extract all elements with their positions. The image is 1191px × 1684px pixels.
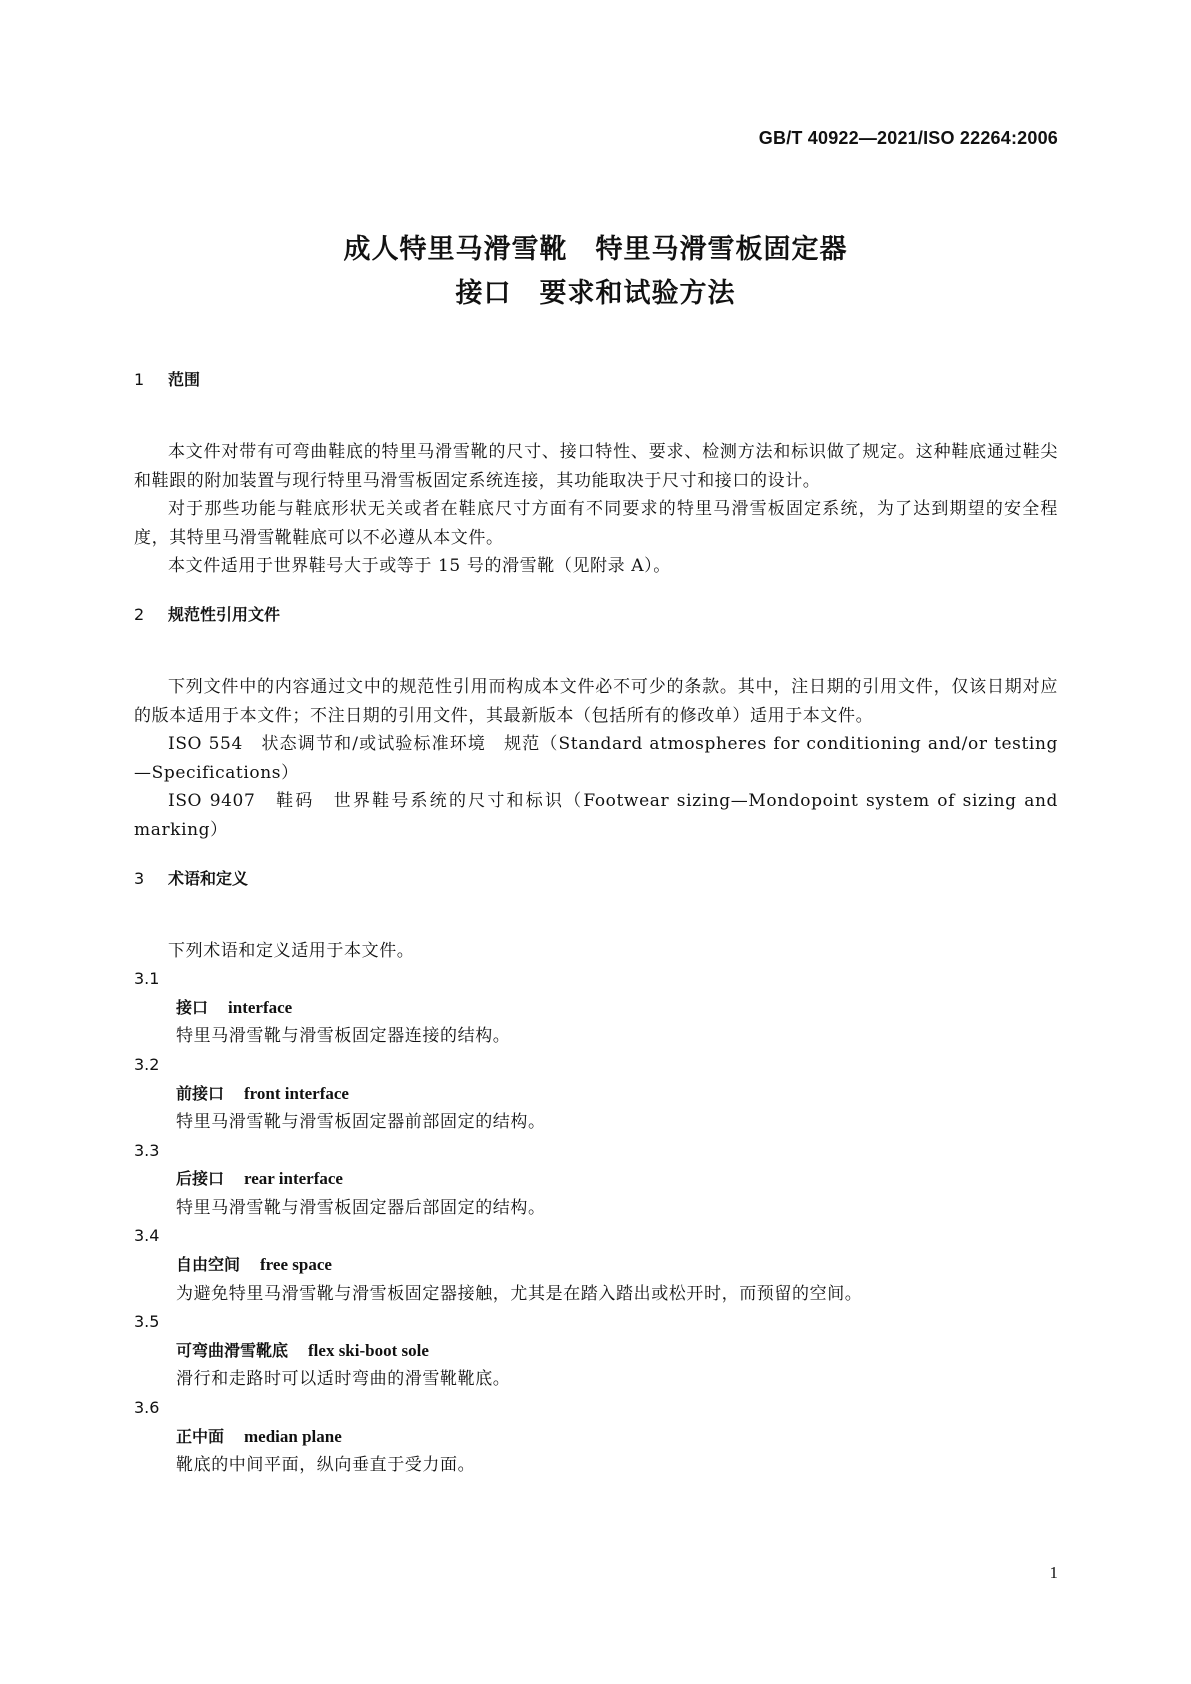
term-number: 3.6 <box>134 1398 160 1418</box>
term-heading <box>134 994 1058 1023</box>
section-title: 规范性引用文件 <box>168 604 281 624</box>
term-heading <box>134 1165 1058 1194</box>
term-zh: 自由空间 <box>176 1255 241 1275</box>
term-zh: 前接口 <box>176 1083 225 1103</box>
term-zh: 可弯曲滑雪靴底 <box>176 1340 289 1360</box>
term-en: flex ski-boot sole <box>308 1340 429 1360</box>
section-heading-scope <box>134 368 1058 392</box>
standard-code: GB/T 40922—2021/ISO 22264:2006 <box>758 128 1058 148</box>
term-zh: 接口 <box>176 997 209 1017</box>
term-en: free space <box>260 1255 332 1275</box>
title-line-2: 接口 要求和试验方法 <box>455 278 736 309</box>
document-body <box>134 368 1058 1480</box>
term-number: 3.1 <box>134 969 160 989</box>
term-zh: 后接口 <box>176 1169 225 1189</box>
section-heading-normative-references <box>134 603 1058 627</box>
term-number: 3.3 <box>134 1140 160 1160</box>
paragraph: 本文件适用于世界鞋号大于或等于 15 号的滑雪靴（见附录 A）。 <box>168 556 671 577</box>
paragraph: 下列术语和定义适用于本文件。 <box>168 940 415 961</box>
term-en: front interface <box>244 1083 349 1103</box>
section-number: 2 <box>134 604 145 624</box>
term-number: 3.2 <box>134 1054 160 1074</box>
term-heading <box>134 1251 1058 1280</box>
section-heading-terms-definitions <box>134 867 1058 891</box>
reference-iso-9407: ISO 9407 鞋码 世界鞋号系统的尺寸和标识（Footwear sizing—Mondopoint system of sizing and marking） <box>134 791 1058 840</box>
title-line-1: 成人特里马滑雪靴 特里马滑雪板固定器 <box>343 234 848 265</box>
term-heading <box>134 1423 1058 1452</box>
section-number: 1 <box>134 370 145 389</box>
term-heading <box>134 1080 1058 1109</box>
term-definition: 靴底的中间平面，纵向垂直于受力面。 <box>176 1455 476 1476</box>
term-definition: 滑行和走路时可以适时弯曲的滑雪靴靴底。 <box>176 1369 511 1390</box>
term-list <box>134 965 1058 1480</box>
term-definition: 为避免特里马滑雪靴与滑雪板固定器接触，尤其是在踏入踏出或松开时，而预留的空间。 <box>176 1283 863 1304</box>
paragraph: 本文件对带有可弯曲鞋底的特里马滑雪靴的尺寸、接口特性、要求、检测方法和标识做了规定。这种鞋底通过鞋尖和鞋跟的附加装置与现行特里马滑雪板固定系统连接，其功能取决于尺寸和接口的设计。 <box>134 442 1058 491</box>
term-en: interface <box>228 997 293 1017</box>
paragraph: 下列文件中的内容通过文中的规范性引用而构成本文件必不可少的条款。其中，注日期的引用文件，仅该日期对应的版本适用于本文件；不注日期的引用文件，其最新版本（包括所有的修改单）适用于本文件。 <box>134 676 1058 726</box>
term-definition: 特里马滑雪靴与滑雪板固定器后部固定的结构。 <box>176 1197 546 1218</box>
term-zh: 正中面 <box>176 1426 225 1446</box>
term-number: 3.4 <box>134 1226 160 1246</box>
term-number: 3.5 <box>134 1312 160 1332</box>
section-title: 范围 <box>168 370 201 389</box>
section-number: 3 <box>134 868 145 888</box>
reference-iso-554: ISO 554 状态调节和/或试验标准环境 规范（Standard atmospheres for conditioning and/or testing—Specifications） <box>134 734 1058 783</box>
document-title <box>0 228 1191 316</box>
term-definition: 特里马滑雪靴与滑雪板固定器前部固定的结构。 <box>176 1112 546 1133</box>
section-title: 术语和定义 <box>168 868 249 888</box>
page-number: 1 <box>1049 1563 1058 1582</box>
term-en: median plane <box>244 1426 342 1446</box>
term-en: rear interface <box>244 1169 343 1189</box>
paragraph: 对于那些功能与鞋底形状无关或者在鞋底尺寸方面有不同要求的特里马滑雪板固定系统，为了达到期望的安全程度，其特里马滑雪靴鞋底可以不必遵从本文件。 <box>134 499 1058 548</box>
term-heading <box>134 1337 1058 1366</box>
term-definition: 特里马滑雪靴与滑雪板固定器连接的结构。 <box>176 1026 511 1047</box>
